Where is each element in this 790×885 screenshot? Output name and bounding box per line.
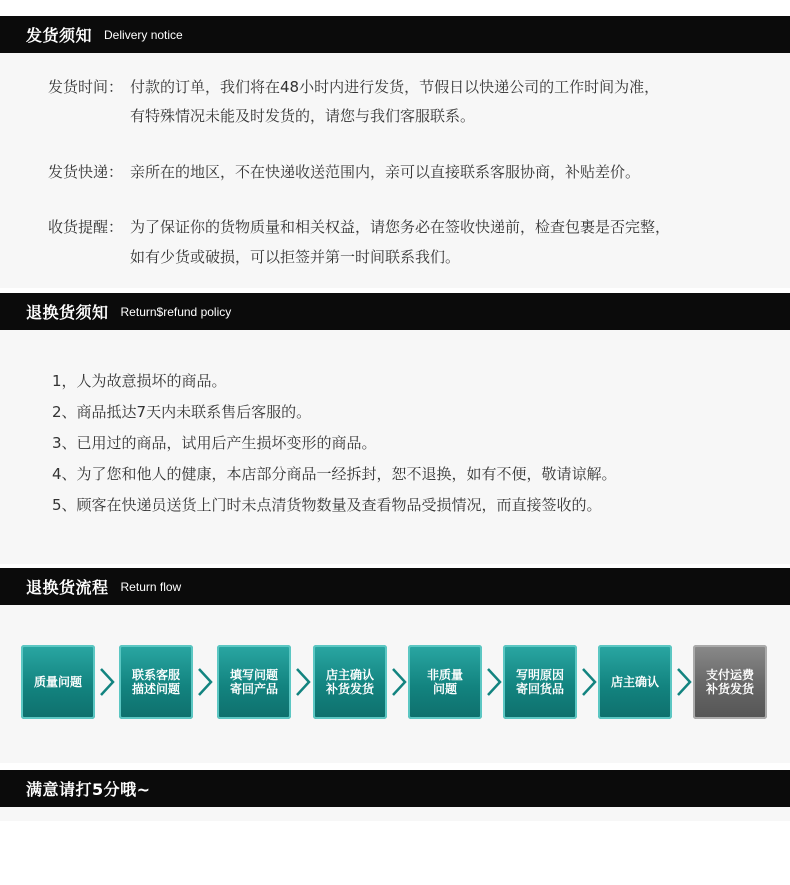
flow-step: 非质量 问题 — [408, 645, 482, 719]
policy-item: 5、顾客在快递员送货上门时未点清货物数量及查看物品受损情况，而直接签收的。 — [52, 496, 602, 514]
shipping-item — [48, 157, 640, 187]
flow-step: 联系客服 描述问题 — [119, 645, 193, 719]
chevron-right-icon — [579, 667, 599, 697]
flow-header — [0, 568, 790, 605]
returns-title: 退换货须知 — [26, 303, 109, 322]
rating-panel — [0, 807, 790, 821]
returns-subtitle: Return$refund policy — [120, 304, 232, 319]
shipping-item-text: 为了保证你的货物质量和相关权益，请您务必在签收快递前，检查包裹是否完整， — [130, 218, 671, 236]
chevron-right-icon — [293, 667, 313, 697]
shipping-item — [48, 212, 670, 242]
chevron-right-icon — [389, 667, 409, 697]
chevron-right-icon — [674, 667, 694, 697]
flow-title: 退换货流程 — [26, 578, 109, 597]
flow-step: 质量问题 — [21, 645, 95, 719]
flow-subtitle: Return flow — [120, 579, 182, 594]
flow-step: 店主确认 补货发货 — [313, 645, 387, 719]
shipping-item — [48, 72, 659, 102]
shipping-item-text: 如有少货或破损，可以拒签并第一时间联系我们。 — [130, 248, 461, 266]
shipping-item-label: 收货提醒： — [48, 218, 124, 236]
returns-panel — [0, 330, 790, 564]
flow-step: 填写问题 寄回产品 — [217, 645, 291, 719]
shipping-subtitle: Delivery notice — [104, 27, 183, 42]
shipping-header — [0, 16, 790, 53]
flow-step-final: 支付运费 补货发货 — [693, 645, 767, 719]
chevron-right-icon — [484, 667, 504, 697]
shipping-item-text: 付款的订单，我们将在48小时内进行发货，节假日以快递公司的工作时间为准， — [130, 78, 660, 96]
shipping-item-label: 发货快递： — [48, 163, 124, 181]
rating-title: 满意请打5分哦~ — [26, 780, 151, 799]
policy-item: 1，人为故意损坏的商品。 — [52, 372, 227, 390]
rating-header — [0, 770, 790, 807]
chevron-right-icon — [97, 667, 117, 697]
shipping-panel — [0, 53, 790, 288]
shipping-item-label: 发货时间： — [48, 78, 124, 96]
flow-step: 店主确认 — [598, 645, 672, 719]
shipping-title: 发货须知 — [26, 26, 93, 45]
returns-header — [0, 293, 790, 330]
policy-item: 2、商品抵达7天内未联系售后客服的。 — [52, 403, 312, 421]
shipping-item-text: 亲所在的地区，不在快递收送范围内，亲可以直接联系客服协商，补贴差价。 — [130, 163, 641, 181]
shipping-item-text: 有特殊情况未能及时发货的，请您与我们客服联系。 — [130, 107, 476, 125]
flow-step: 写明原因 寄回货品 — [503, 645, 577, 719]
policy-item: 4、为了您和他人的健康，本店部分商品一经拆封，恕不退换，如有不便，敬请谅解。 — [52, 465, 617, 483]
policy-item: 3、已用过的商品，试用后产生损坏变形的商品。 — [52, 434, 377, 452]
chevron-right-icon — [195, 667, 215, 697]
